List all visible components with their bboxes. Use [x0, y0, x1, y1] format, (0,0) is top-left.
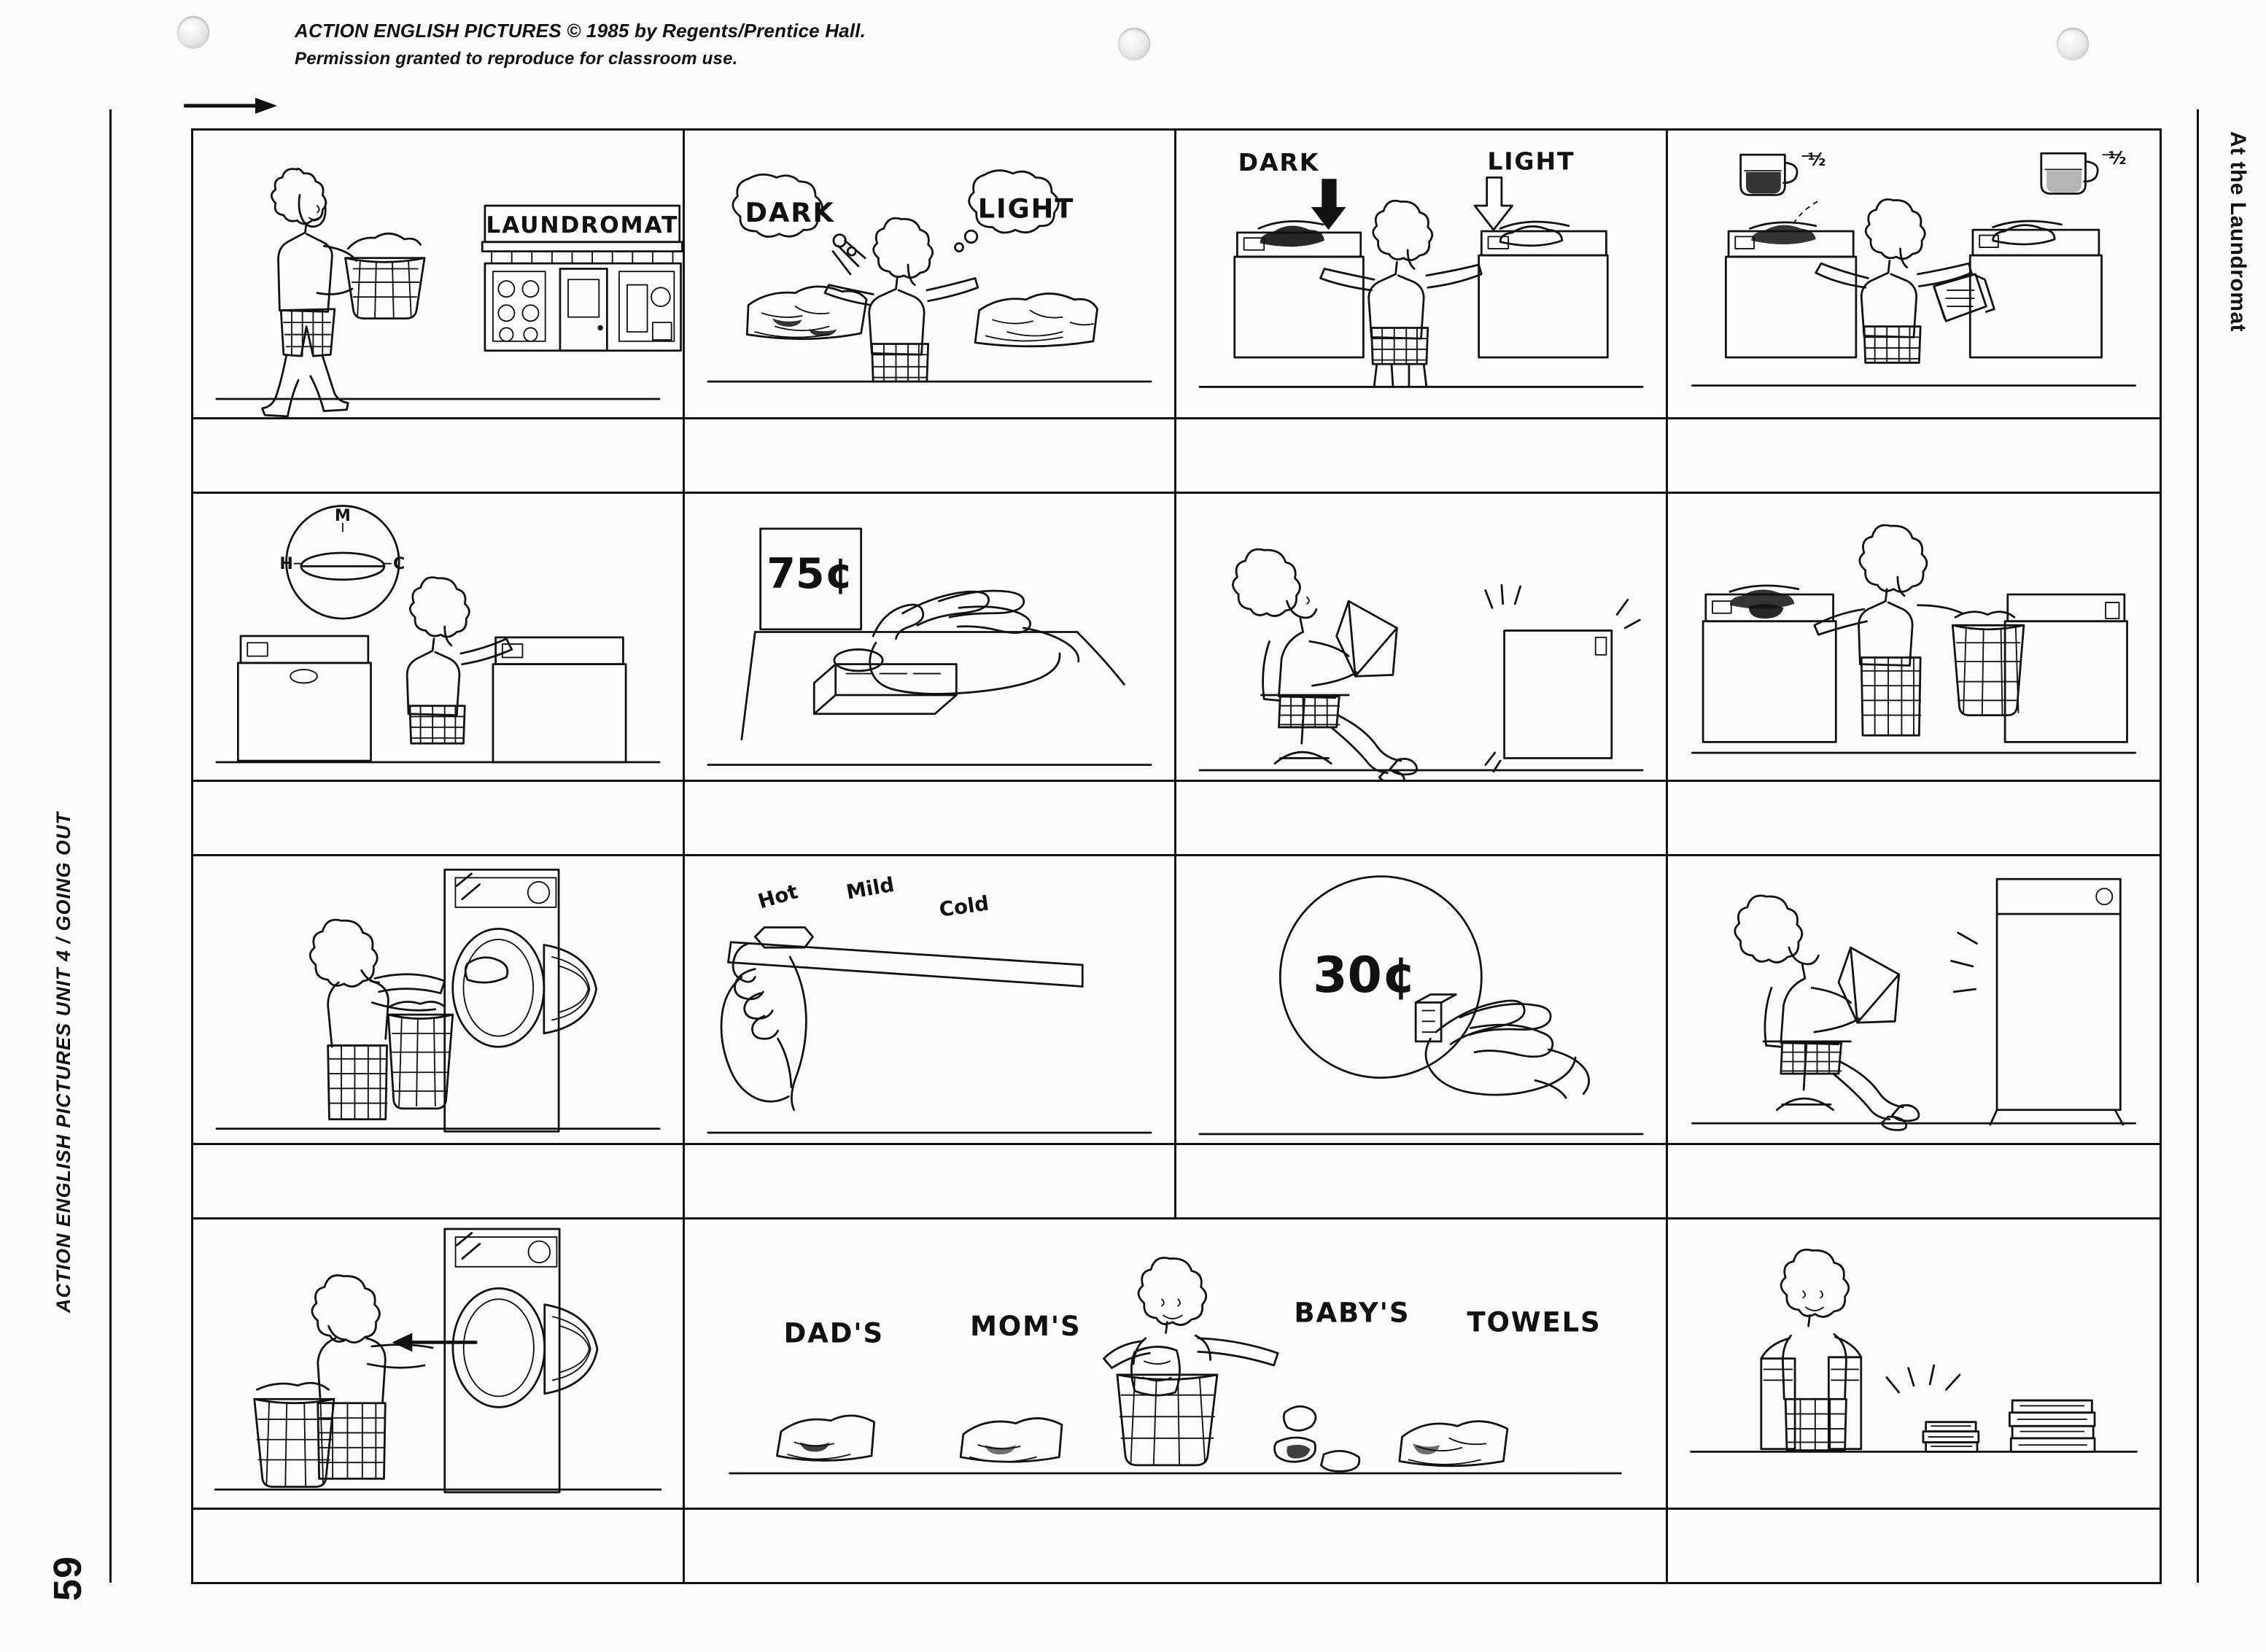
chair-icon [1262, 641, 1349, 763]
panel-7-art [1176, 494, 1666, 783]
panel-15-caption [1668, 1508, 2160, 1583]
panel-3[interactable] [1176, 131, 1668, 492]
punch-hole-icon [1118, 28, 1150, 60]
selector-track [729, 942, 1083, 987]
panel-1-art [193, 131, 683, 419]
right-margin-rule [2197, 109, 2199, 1583]
panel-12-art [1668, 856, 2160, 1145]
panel-15[interactable] [1668, 1219, 2160, 1583]
hand-icon [721, 944, 806, 1110]
panel-2-art [685, 131, 1174, 419]
panel-2-caption [685, 417, 1174, 492]
measuring-cup-right-icon [2041, 148, 2127, 193]
measuring-cup-left-icon [1741, 150, 1826, 195]
panel-row-4 [193, 1219, 2160, 1583]
dial-label-m: M [334, 506, 351, 525]
cup-fraction-left: ½ [1807, 149, 1826, 170]
laundry-basket-icon [1952, 611, 2024, 715]
panel-14-art [685, 1219, 1666, 1510]
panel-7[interactable] [1176, 494, 1668, 855]
panel-3-caption [1176, 417, 1666, 492]
page-number: 59 [46, 1555, 90, 1601]
dial-label-h: H [279, 554, 293, 573]
coin-slide [814, 649, 956, 713]
pile-label-towels: TOWELS [1467, 1306, 1602, 1338]
panel-8-caption [1668, 780, 2160, 854]
panel-11-art [1176, 856, 1666, 1145]
panel-8[interactable] [1668, 494, 2160, 855]
panel-5-caption [193, 780, 683, 854]
setting-hot-label: Hot [755, 879, 801, 914]
panel-10-caption [685, 1143, 1174, 1217]
copyright-notice [295, 16, 1024, 72]
pile-label-dads: DAD'S [783, 1316, 885, 1349]
punch-hole-icon [2057, 28, 2089, 60]
panel-5[interactable] [193, 494, 685, 855]
price-placard [761, 528, 861, 629]
panel-5-art [193, 494, 683, 783]
panel-4-art [1668, 131, 2160, 419]
panel-11-caption [1176, 1143, 1666, 1217]
panel-4[interactable] [1668, 131, 2160, 492]
panel-3-art [1176, 131, 1666, 419]
panel-10[interactable] [685, 856, 1176, 1217]
panel-9-caption [193, 1143, 683, 1217]
panel-6-caption [685, 780, 1174, 854]
picture-sequence-grid [191, 128, 2162, 1584]
panel-row-3 [193, 856, 2160, 1219]
panel-12[interactable] [1668, 856, 2160, 1217]
temperature-dial-icon [279, 505, 405, 618]
washer-dark-label: DARK [1238, 148, 1320, 177]
direction-arrow-icon [184, 95, 279, 117]
panel-9[interactable] [193, 856, 685, 1217]
panel-4-caption [1668, 417, 2160, 492]
panel-14-caption [685, 1508, 1666, 1583]
panel-13-caption [193, 1508, 683, 1583]
book-title-left: ACTION ENGLISH PICTURES UNIT 4 / GOING OUT [53, 811, 74, 1313]
hand-icon [870, 591, 1079, 694]
panel-11[interactable] [1176, 856, 1668, 1217]
pile-label-babys: BABY'S [1294, 1297, 1411, 1329]
newspaper-icon [1337, 601, 1397, 676]
panel-6-art [685, 494, 1174, 783]
panel-10-art [685, 856, 1174, 1145]
thought-dark-text: DARK [745, 197, 835, 229]
copyright-line-2: Permission granted to reproduce for classroom use. [295, 49, 738, 69]
cup-fraction-right: ½ [2108, 147, 2127, 168]
panel-13-art [193, 1219, 683, 1510]
down-arrow-light-icon [1475, 177, 1513, 230]
panel-2[interactable] [685, 131, 1176, 492]
panel-14[interactable] [685, 1219, 1668, 1583]
thought-light-text: LIGHT [977, 193, 1075, 225]
panel-8-art [1668, 494, 2160, 783]
panel-12-caption [1668, 1143, 2160, 1217]
panel-6[interactable] [685, 494, 1176, 855]
panel-7-caption [1176, 780, 1666, 854]
panel-9-art [193, 856, 683, 1145]
panel-13[interactable] [193, 1219, 685, 1583]
coin-slide [1416, 995, 1456, 1042]
dial-label-c: C [393, 554, 406, 573]
punch-hole-icon [177, 16, 209, 48]
panel-15-art [1668, 1219, 2160, 1510]
section-title-right: At the Laundromat [2226, 131, 2250, 333]
price-text: 30¢ [1313, 946, 1417, 1004]
setting-mild-label: Mild [844, 872, 896, 904]
copyright-line-1: ACTION ENGLISH PICTURES © 1985 by Regents/Prentice Hall. [295, 20, 866, 42]
left-margin-rule [109, 109, 112, 1583]
setting-cold-label: Cold [937, 891, 990, 922]
pile-label-moms: MOM'S [970, 1310, 1082, 1342]
price-text: 75¢ [767, 549, 854, 598]
dryer-icon [445, 869, 597, 1131]
panel-row-2 [193, 494, 2160, 857]
panel-1-caption [193, 417, 683, 492]
washer-light-label: LIGHT [1487, 147, 1575, 176]
panel-1[interactable] [193, 131, 685, 492]
panel-row-1 [193, 131, 2160, 494]
storefront-sign-text: LAUNDROMAT [486, 212, 679, 239]
